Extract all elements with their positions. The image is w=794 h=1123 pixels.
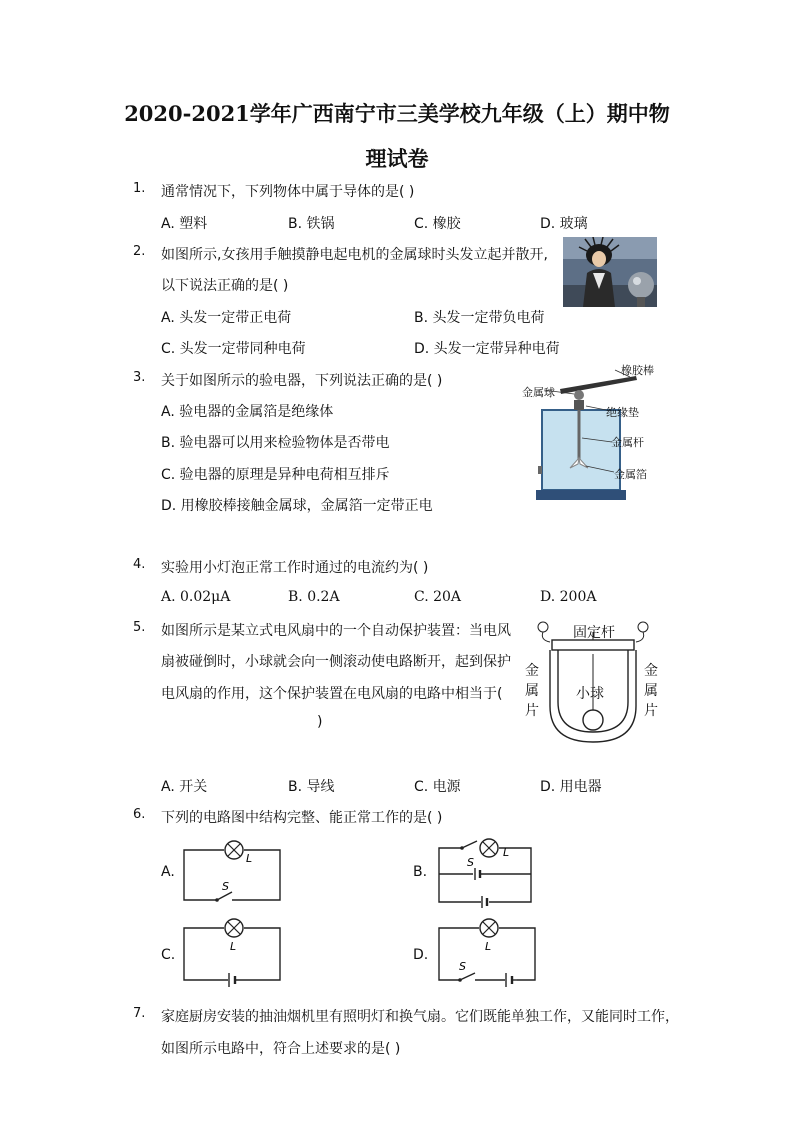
circuit-c	[180, 918, 284, 990]
question-number: 3.	[133, 370, 146, 385]
lamp-label: L	[230, 940, 237, 953]
option-b: B. 铁锅	[288, 216, 335, 232]
question-stem: 下列的电路图中结构完整、能正常工作的是( )	[161, 810, 443, 826]
switch-icon	[217, 892, 232, 900]
girl-static-photo	[563, 237, 657, 307]
option-a: A. 0.02μA	[161, 589, 231, 605]
option-d: D. 玻璃	[540, 216, 588, 232]
question-stem-line1: 如图所示,女孩用手触摸静电起电机的金属球时头发立起并散开,	[161, 247, 548, 263]
label-metal-left-2: 属	[525, 683, 539, 699]
switch-icon	[462, 841, 477, 848]
label-metal-right-3: 片	[644, 703, 658, 719]
circuit-d	[435, 918, 539, 990]
question-stem-line4: )	[317, 714, 323, 730]
question-number: 1.	[133, 181, 146, 196]
circuit-b	[435, 838, 535, 910]
option-b: B. 0.2A	[288, 589, 340, 605]
option-b: B. 验电器可以用来检验物体是否带电	[161, 435, 390, 451]
question-number: 7.	[133, 1006, 146, 1021]
question-stem: 关于如图所示的验电器，下列说法正确的是( )	[161, 373, 443, 389]
page-title: 2020-2021学年广西南宁市三美学校九年级（上）期中物	[124, 101, 670, 126]
option-d: D. 200A	[540, 589, 597, 605]
switch-label: S	[222, 880, 229, 893]
question-number: 4.	[133, 557, 146, 572]
lamp-label: L	[485, 940, 492, 953]
switch-label: S	[459, 960, 466, 973]
question-number: 2.	[133, 244, 146, 259]
option-b-label: B.	[413, 864, 428, 880]
option-c: C. 头发一定带同种电荷	[161, 341, 306, 357]
question-stem-line2: 如图所示电路中，符合上述要求的是( )	[161, 1041, 401, 1057]
question-stem-line1: 家庭厨房安装的抽油烟机里有照明灯和换气扇。它们既能单独工作，又能同时工作，	[161, 1009, 679, 1025]
switch-icon	[460, 973, 475, 980]
label-rubber-rod: 橡胶棒	[621, 364, 654, 377]
lamp-label: L	[246, 852, 253, 865]
question-stem-line2: 扇被碰倒时，小球就会向一侧滚动使电路断开，起到保护	[161, 654, 511, 670]
question-stem: 通常情况下，下列物体中属于导体的是( )	[161, 184, 415, 200]
question-number: 5.	[133, 620, 146, 635]
label-fixed-rod: 固定杆	[573, 625, 615, 641]
label-metal-ball: 金属球	[522, 386, 555, 399]
question-stem-line1: 如图所示是某立式电风扇中的一个自动保护装置：当电风	[161, 623, 511, 639]
option-d: D. 用电器	[540, 779, 602, 795]
option-b: B. 导线	[288, 779, 335, 795]
option-a: A. 验电器的金属箔是绝缘体	[161, 404, 334, 420]
option-b: B. 头发一定带负电荷	[414, 310, 545, 326]
option-c-label: C.	[161, 947, 176, 963]
option-d: D. 用橡胶棒接触金属球，金属箔一定带正电	[161, 498, 433, 514]
question-stem-line3: 电风扇的作用，这个保护装置在电风扇的电路中相当于(	[161, 686, 503, 702]
option-d-label: D.	[413, 947, 429, 963]
option-c: C. 20A	[414, 589, 462, 605]
option-a-label: A.	[161, 864, 175, 880]
label-metal-right-2: 属	[644, 683, 658, 699]
option-c: C. 验电器的原理是异种电荷相互排斥	[161, 467, 390, 483]
option-c: C. 橡胶	[414, 216, 461, 232]
question-stem-line2: 以下说法正确的是( )	[161, 278, 289, 294]
label-metal-rod: 金属杆	[611, 436, 644, 449]
label-small-ball: 小球	[576, 686, 604, 702]
label-metal-foil: 金属箔	[614, 468, 647, 481]
label-metal-left-1: 金	[525, 663, 539, 679]
label-metal-right-1: 金	[644, 663, 658, 679]
option-d: D. 头发一定带异种电荷	[414, 341, 560, 357]
option-a: A. 塑料	[161, 216, 208, 232]
option-a: A. 头发一定带正电荷	[161, 310, 292, 326]
label-metal-left-3: 片	[525, 703, 539, 719]
switch-label: S	[467, 856, 474, 869]
option-c: C. 电源	[414, 779, 461, 795]
question-number: 6.	[133, 807, 146, 822]
label-insulating-pad: 绝缘垫	[606, 406, 639, 419]
circuit-a	[180, 840, 284, 906]
question-stem: 实验用小灯泡正常工作时通过的电流约为( )	[161, 560, 429, 576]
option-a: A. 开关	[161, 779, 208, 795]
lamp-label: L	[503, 846, 510, 859]
page-title-line2: 理试卷	[365, 146, 429, 171]
